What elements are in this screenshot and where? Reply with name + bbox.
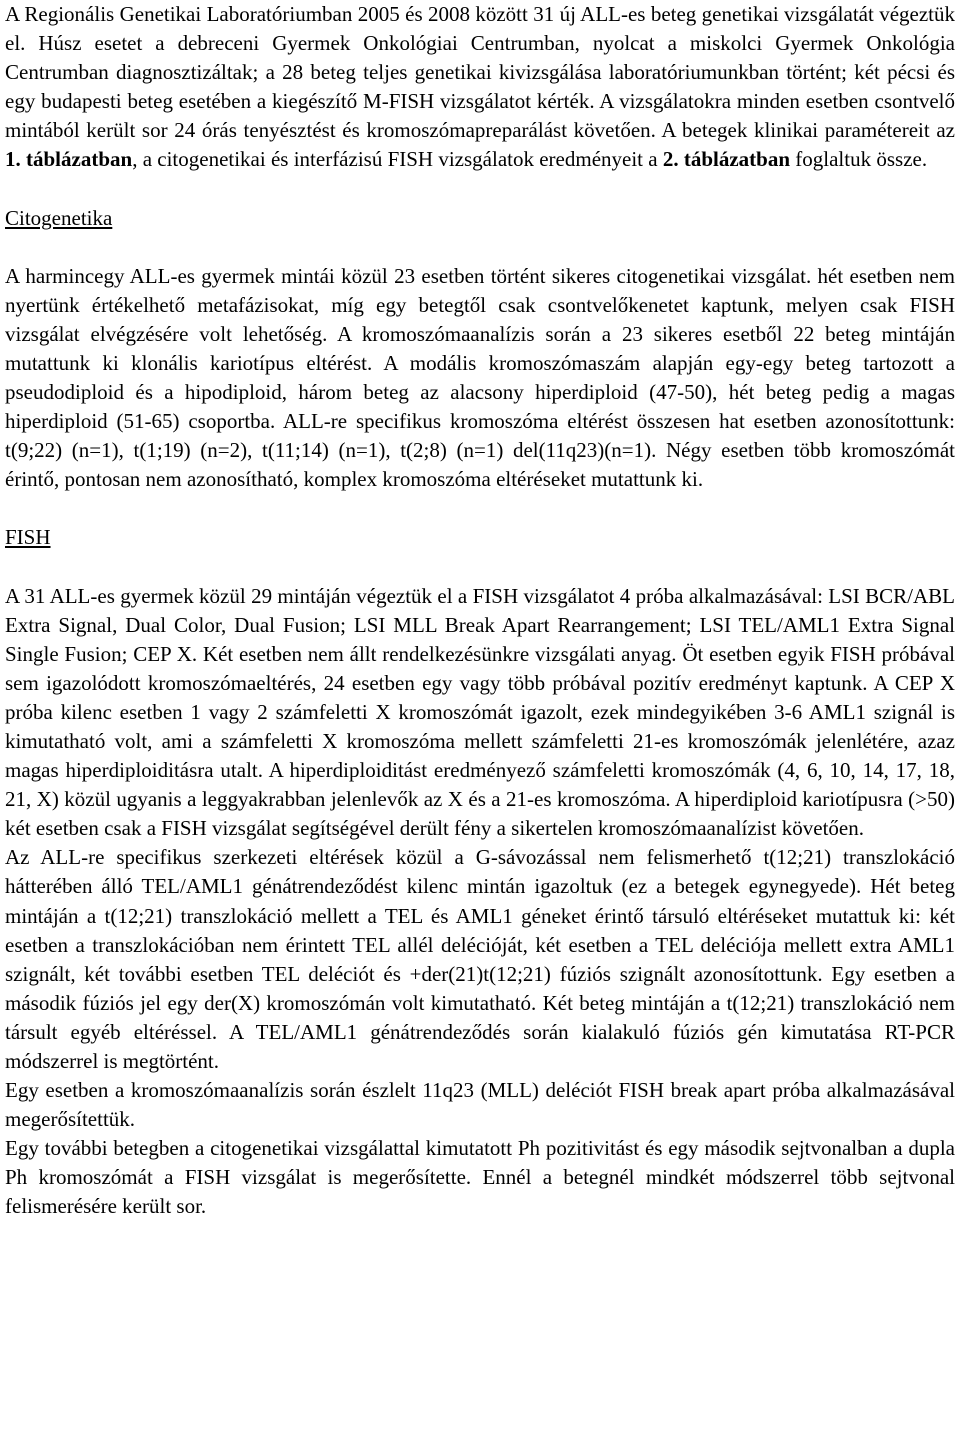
fish-paragraph-3: Egy esetben a kromoszómaanalízis során észlelt 11q23 (MLL) deléciót FISH break apart próba alkalmazásával megerősítettük. xyxy=(5,1078,955,1132)
intro-text-1: A Regionális Genetikai Laboratóriumban 2005 és 2008 között 31 új ALL-es beteg genetikai vizsgálatát végeztük el. Húsz esetet a debreceni Gyermek Onkológiai Centrumban, nyolcat a miskolci Gyermek Onkológia Centrumban diagnosztizáltak; a 28 beteg teljes genetikai kivizsgálása laboratóriumunkban történt; két pécsi és egy budapesti beteg esetében a kiegészítő M-FISH vizsgálatot kérték. A vizsgálatokra minden esetben csontvelő mintából került sor 24 órás tenyésztést és kromoszómapreparálást követően. A betegek klinikai paramétereit az xyxy=(5,2,955,143)
table2-reference: 2. táblázatban xyxy=(662,147,791,172)
section-heading-fish: FISH xyxy=(5,525,51,550)
fish-paragraph-4: Egy további betegben a citogenetikai vizsgálattal kimutatott Ph pozitivitást és egy második sejtvonalban a dupla Ph kromoszómát a FISH vizsgálat is megerősítette. Ennél a betegnél mindkét módszerrel több sejtvonal felismerésére került sor. xyxy=(5,1136,955,1219)
fish-paragraph-1: A 31 ALL-es gyermek közül 29 mintáján végeztük el a FISH vizsgálatot 4 próba alkalmazásával: LSI BCR/ABL Extra Signal, Dual Color, Dual Fusion; LSI MLL Break Apart Rearrangement; LSI TEL/AML1 Extra Signal Single Fusion; CEP X. Két esetben nem állt rendelkezésünkre vizsgálati anyag. Öt esetben egyik FISH próbával sem igazolódott kromoszómaeltérés, 24 esetben egy vagy több próbával pozitív eredményt kaptunk. A CEP X próba kilenc esetben 1 vagy 2 számfeletti X kromoszómát igazolt, ezek mindegyikében 3-6 AML1 szignál is kimutatható volt, ami a számfeletti X kromoszóma mellett számfeletti 21-es kromoszómák jelenlétére, azaz magas hiperdiploiditásra utalt. A hiperdiploiditást eredményező számfeletti kromoszómák (4, 6, 10, 14, 17, 18, 21, X) közül ugyanis a leggyakrabban jelenlevők az X és a 21-es kromoszóma. A hiperdiploid kariotípusra (>50) két esetben csak a FISH vizsgálat segítségével derült fény a sikertelen kromoszómaanalízist követően. xyxy=(5,583,955,841)
document-page xyxy=(5,0,955,1222)
intro-text-2: , a citogenetikai és interfázisú FISH vizsgálatok eredményeit a xyxy=(132,147,663,172)
citogenetika-paragraph: A harmincegy ALL-es gyermek mintái közül 23 esetben történt sikeres citogenetikai vizsgálat. hét esetben nem nyertünk értékelhető metafázisokat, míg egy betegtől csak csontvelőkenetet kaptunk, melyen csak FISH vizsgálat elvégzésére volt lehetőség. A kromoszómaanalízis során a 23 sikeres esetből 22 beteg mintáján mutattunk ki klonális kariotípus eltérést. A modális kromoszómaszám alapján egy-egy beteg tartozott a pseudodiploid és a hipodiploid, három beteg az alacsony hiperdiploid (47-50), hét beteg pedig a magas hiperdiploid (51-65) csoportba. ALL-re specifikus kromoszóma eltérést összesen hat esetben azonosítottunk: t(9;22) (n=1), t(1;19) (n=2), t(11;14) (n=1), t(2;8) (n=1) del(11q23)(n=1). Négy esetben több kromoszómát érintő, pontosan nem azonosítható, komplex kromoszóma eltéréseket mutattunk ki. xyxy=(5,263,955,492)
fish-paragraph-2: Az ALL-re specifikus szerkezeti eltérések közül a G-sávozással nem felismerhető t(12;21) transzlokáció hátterében álló TEL/AML1 génátrendeződést kilenc mintán igazoltuk (ez a betegek egynegyede). Hét beteg mintáján a t(12;21) transzlokáció mellett a TEL és AML1 géneket érintő társuló eltéréseket mutattuk ki: két esetben a transzlokációban nem érintett TEL allél delécióját, két esetben a TEL deléciója mellett extra AML1 szignált, két további esetben TEL deléciót és +der(21)t(12;21) fúziós szignált azonosítottunk. Egy esetben a második fúziós jel egy der(X) kromoszómán volt kimutatható. Két beteg mintáján a t(12;21) transzlokáció nem társult egyéb eltéréssel. A TEL/AML1 génátrendeződés során kialakuló fúziós gén kimutatása RT-PCR módszerrel is megtörtént. xyxy=(5,845,955,1073)
section-heading-citogenetika: Citogenetika xyxy=(5,205,113,230)
table1-reference: 1. táblázatban xyxy=(5,147,133,172)
intro-text-3: foglaltuk össze. xyxy=(790,147,928,172)
intro-paragraph xyxy=(5,0,955,175)
